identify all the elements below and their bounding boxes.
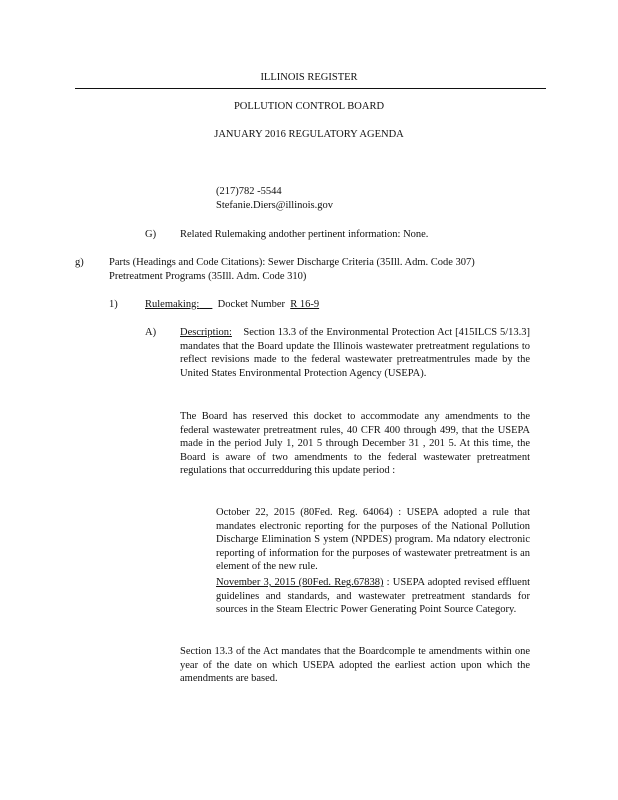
rulemaking-title: Rulemaking:: [145, 299, 200, 310]
amendment-1: October 22, 2015 (80Fed. Reg. 64064) : USEPA adopted a rule that mandates electronic reporting for the purposes of the National Pollution Discharge Elimination S ystem (NPDES) program. Ma ndatory electronic reporting of information for the purposes of wastewater pretreatment is an element of the new rule.: [216, 507, 530, 573]
register-title: ILLINOIS REGISTER: [260, 72, 358, 83]
rulemaking-heading: [145, 298, 319, 312]
amendment-2-date: November 3, 2015 (80Fed. Reg.67838): [216, 577, 384, 588]
header-rule: [75, 88, 546, 89]
description-paragraph-2: The Board has reserved this docket to accommodate any amendments to the federal wastewater pretreatment rules, 40 CFR 400 through 499, that the USEPA made in the period July 1, 201 5 through December 31 , 201 5. At this time, the Board is aware of two amendments to the federal wastewater pretreatment regulations that occurredduring this update period :: [180, 411, 530, 477]
amendment-2: November 3, 2015 (80Fed. Reg.67838) : USEPA adopted revised effluent guidelines and standards, and wastewater pretreatment standards for sources in the Steam Electric Power Generating Point Source Category.: [216, 577, 530, 616]
description-title: Description:: [180, 327, 232, 338]
item-g-lower-line1: Parts (Headings and Code Citations): Sewer Discharge Criteria (35Ill. Adm. Code 307): [109, 257, 475, 268]
description-paragraph-1: Description: Section 13.3 of the Environmental Protection Act [415ILCS 5/13.3] mandates that the Board update the Illinois wastewater pretreatment regulations to reflect revisions made to the federal wastewater pretreatmentrules made by the United States Environmental Protection Agency (USEPA).: [180, 327, 531, 379]
contact-email: Stefanie.Diers@illinois.gov: [216, 200, 333, 211]
item-g-upper-text: Related Rulemaking andother pertinent information: None.: [180, 229, 429, 240]
rulemaking-label: 1): [109, 299, 118, 310]
docket-number: R 16-9: [290, 299, 320, 310]
description-label: A): [145, 327, 157, 338]
item-g-upper-label: G): [145, 229, 157, 240]
board-title: POLLUTION CONTROL BOARD: [233, 101, 385, 112]
docket-text: Docket Number: [217, 299, 285, 310]
contact-phone: (217)782 -5544: [216, 186, 282, 197]
item-g-lower-line2: Pretreatment Programs (35Ill. Adm. Code 310): [109, 271, 307, 282]
item-g-lower-label: g): [75, 257, 84, 268]
description-paragraph-3: Section 13.3 of the Act mandates that the Boardcomple te amendments within one year of the date on which USEPA adopted the earliest action upon which the amendments are based.: [180, 646, 530, 685]
agenda-title: JANUARY 2016 REGULATORY AGENDA: [214, 129, 404, 140]
